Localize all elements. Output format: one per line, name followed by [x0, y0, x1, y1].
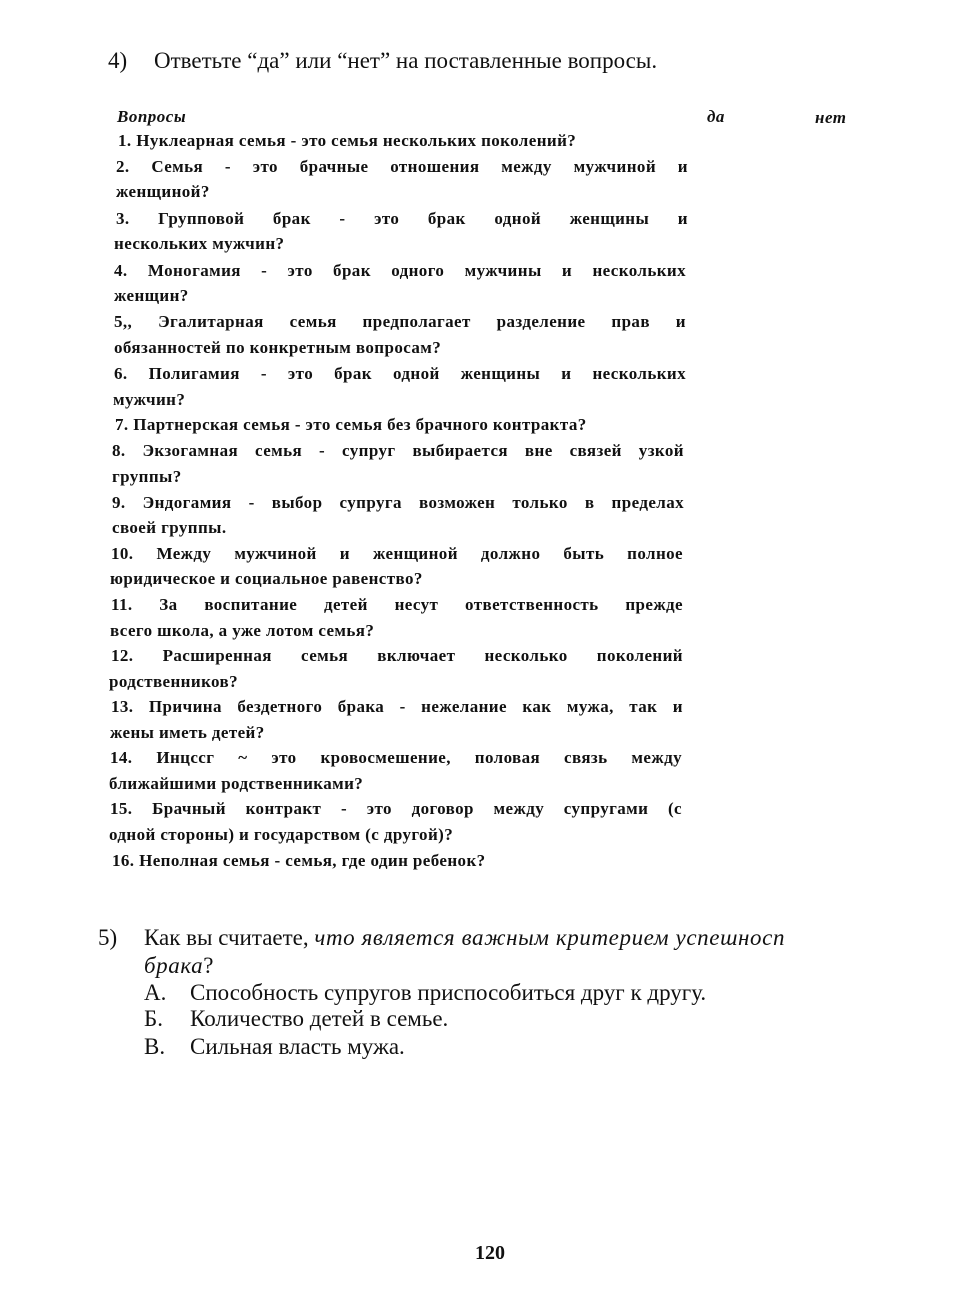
question-6-line-2: мужчин?	[113, 390, 186, 409]
question-15-line-1: 15. Брачный контракт - это договор между супругами (с	[110, 799, 682, 818]
question-3-line-2: нескольких мужчин?	[114, 234, 285, 253]
question-4-line-1: 4. Моногамия - это брак одного мужчины и нескольких	[114, 261, 686, 280]
option-a-letter: А.	[144, 980, 167, 1005]
header-questions: Вопросы	[117, 107, 187, 126]
question-12-line-2: родственников?	[109, 672, 238, 691]
task-5-question-line-2	[144, 953, 213, 979]
option-b-text: Количество детей в семье.	[190, 1006, 449, 1031]
task-4-number: 4)	[108, 48, 128, 73]
task-5-question-end: ?	[203, 953, 214, 978]
question-14-line-2: ближайшими родственниками?	[109, 774, 364, 793]
option-c-letter: В.	[144, 1034, 166, 1059]
task-4-prompt: Ответьте “да” или “нет” на поставленные вопросы.	[154, 48, 658, 73]
question-9-line-2: своей группы.	[112, 518, 227, 537]
question-12-line-1: 12. Расширенная семья включает несколько поколений	[111, 646, 683, 665]
question-15-line-2: одной стороны) и государством (с другой)?	[109, 825, 454, 844]
task-5-question-start: Как вы считаете,	[144, 925, 315, 950]
task-5-number: 5)	[98, 925, 118, 950]
question-7-line-1: 7. Партнерская семья - это семья без брачного контракта?	[115, 415, 587, 434]
question-10-line-2: юридическое и социальное равенство?	[110, 569, 423, 588]
question-4-line-2: женщин?	[114, 286, 189, 305]
question-16-line-1: 16. Неполная семья - семья, где один ребенок?	[112, 851, 486, 870]
question-9-line-1: 9. Эндогамия - выбор супруга возможен только в пределах	[112, 493, 684, 512]
option-c-text: Сильная власть мужа.	[190, 1034, 405, 1059]
question-14-line-1: 14. Инцссг ~ это кровосмешение, половая связь между	[110, 748, 682, 767]
question-11-line-2: всего школа, а уже лотом семья?	[110, 621, 375, 640]
question-2-line-2: женщиной?	[116, 182, 210, 201]
question-6-line-1: 6. Полигамия - это брак одной женщины и нескольких	[114, 364, 686, 383]
question-13-line-2: жены иметь детей?	[110, 723, 265, 742]
question-1-line-1: 1. Нуклеарная семья - это семья нескольких поколений?	[118, 131, 577, 150]
question-8-line-1: 8. Экзогамная семья - супруг выбирается вне связей узкой	[112, 441, 684, 460]
question-5-line-2: обязанностей по конкретным вопросам?	[114, 338, 442, 357]
option-b-letter: Б.	[144, 1006, 163, 1031]
task-5-question-italic-2: брака	[144, 953, 204, 978]
header-no: нет	[815, 108, 847, 127]
question-13-line-1: 13. Причина бездетного брака - нежелание как мужа, так и	[111, 697, 683, 716]
task-5-question-italic-1: что является важным критерием успешносп	[314, 925, 786, 950]
question-11-line-1: 11. За воспитание детей несут ответственность прежде	[111, 595, 683, 614]
question-2-line-1: 2. Семья - это брачные отношения между мужчиной и	[116, 157, 688, 176]
page-number: 120	[475, 1242, 505, 1264]
header-yes: да	[707, 107, 725, 126]
question-5-line-1: 5,, Эгалитарная семья предполагает разделение прав и	[114, 312, 686, 331]
question-3-line-1: 3. Групповой брак - это брак одной женщины и	[116, 209, 688, 228]
option-a-text: Способность супругов приспособиться друг к другу.	[190, 980, 707, 1005]
task-5-question-line-1	[144, 925, 785, 951]
question-10-line-1: 10. Между мужчиной и женщиной должно быть полное	[111, 544, 683, 563]
question-8-line-2: группы?	[112, 467, 182, 486]
